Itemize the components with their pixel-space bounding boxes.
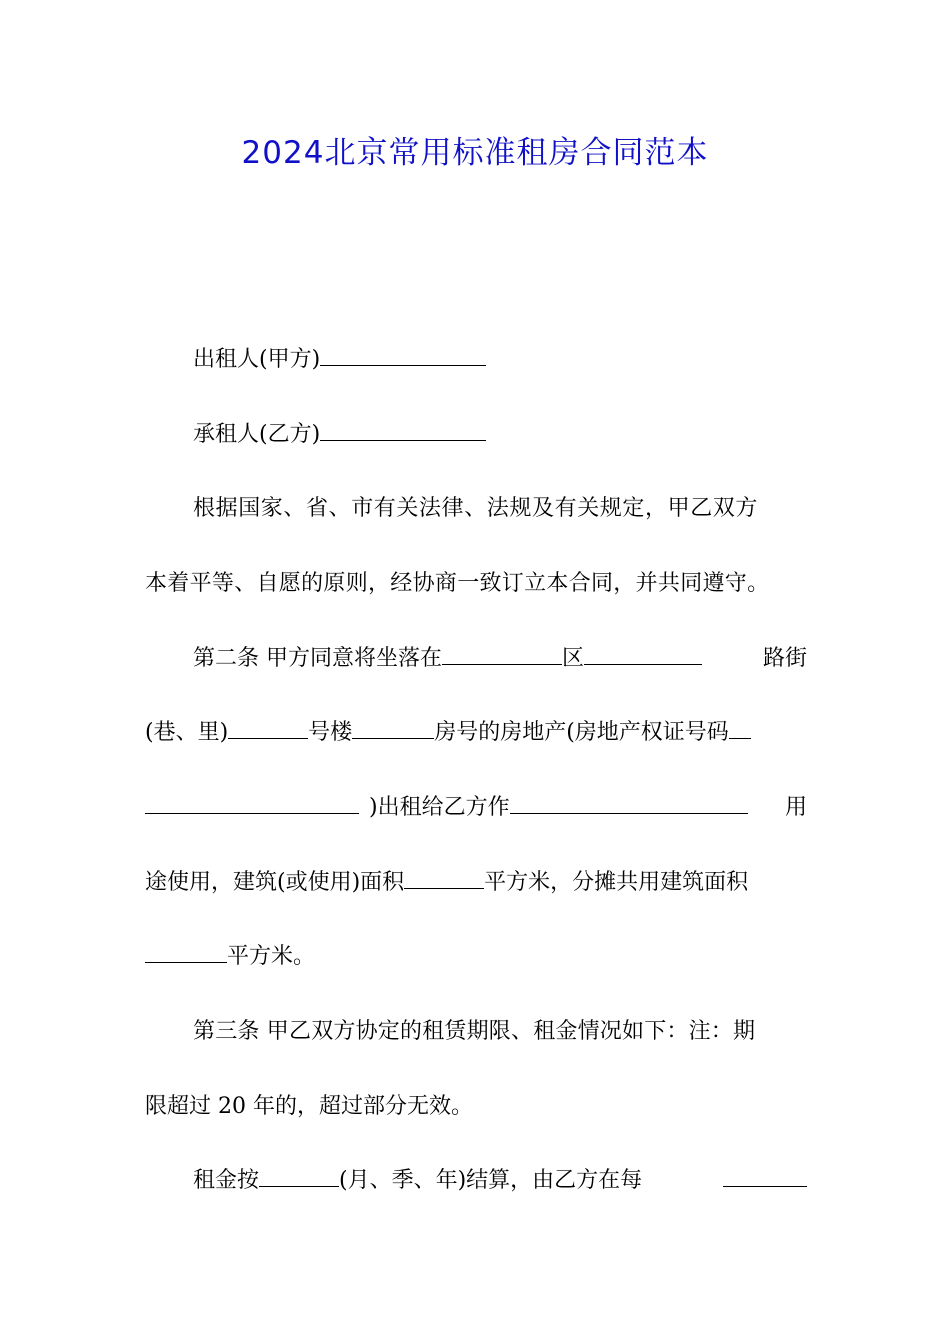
article2-part-8: 用	[784, 795, 807, 820]
article2-part-3: 路街	[762, 646, 807, 671]
certificate-blank-end	[145, 793, 359, 814]
article2-part-7: )出租给乙方作	[369, 795, 510, 820]
intro-text-2: 本着平等、自愿的原则，经协商一致订立本合同，并共同遵守。	[145, 571, 770, 596]
intro-line-2	[145, 569, 807, 599]
rent-part-2: (月、季、年)结算，由乙方在每	[339, 1168, 643, 1193]
article3-text-1: 第三条 甲乙双方协定的租赁期限、租金情况如下：注：期	[193, 1019, 756, 1044]
article3-text-2: 限超过 20 年的，超过部分无效。	[145, 1094, 473, 1119]
rent-part-1: 租金按	[193, 1168, 260, 1193]
document-title: 2024北京常用标准租房合同范本	[241, 135, 709, 171]
area-blank	[404, 868, 484, 889]
shared-area-blank	[145, 942, 227, 963]
lessee-line	[193, 420, 807, 450]
article2-line-4	[145, 868, 807, 898]
rent-text	[193, 1166, 642, 1196]
intro-line-1	[193, 494, 807, 524]
article2-part-10: 平方米，分摊共用建筑面积	[484, 870, 749, 895]
article3-line-2	[145, 1092, 807, 1122]
lessee-label: 承租人(乙方)	[193, 422, 321, 447]
article2-part-5: 号楼	[308, 720, 353, 745]
article2-line-3	[145, 793, 807, 823]
building-blank	[352, 718, 434, 739]
lessor-line	[193, 345, 807, 375]
payment-day-blank	[723, 1166, 807, 1187]
article3-line-1	[193, 1017, 807, 1047]
road-blank	[584, 644, 702, 665]
article2-part-1: 第二条 甲方同意将坐落在	[193, 646, 442, 671]
article2-part-11: 平方米。	[227, 944, 316, 969]
article2-part-4: (巷、里)	[145, 720, 229, 745]
usage-blank	[510, 793, 748, 814]
lane-blank	[228, 718, 308, 739]
article2-part-2: 区	[562, 646, 585, 671]
period-blank	[259, 1166, 339, 1187]
lessor-label: 出租人(甲方)	[193, 347, 321, 372]
article2-line-5	[145, 942, 807, 972]
article2-line-2	[145, 718, 807, 748]
article2-text-1	[193, 644, 702, 674]
article2-text-3	[145, 793, 748, 823]
article2-line-1	[193, 644, 807, 674]
lessee-blank	[320, 420, 486, 441]
rent-line	[193, 1166, 807, 1196]
intro-text-1: 根据国家、省、市有关法律、法规及有关规定，甲乙双方	[193, 496, 759, 521]
certificate-blank-start	[729, 718, 751, 739]
district-blank	[442, 644, 562, 665]
article2-part-6: 房号的房地产(房地产权证号码	[434, 720, 729, 745]
lessor-blank	[320, 345, 486, 366]
article2-part-9: 途使用，建筑(或使用)面积	[145, 870, 405, 895]
